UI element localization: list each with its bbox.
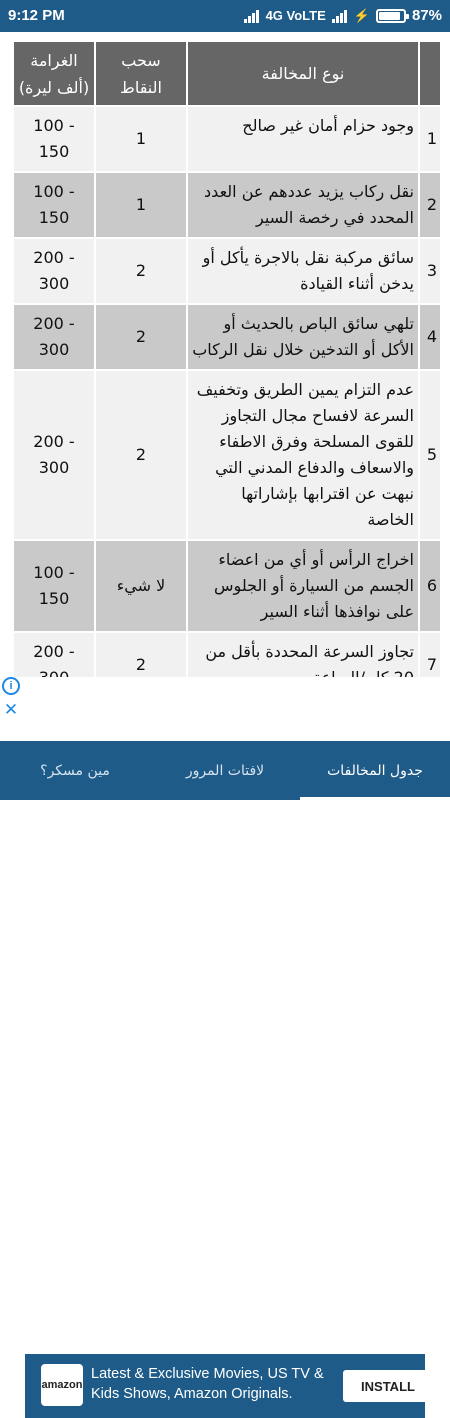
cell-violation: اخراج الرأس أو أي من اعضاء الجسم من السيارة أو الجلوس على نوافذها أثناء السير [188, 541, 418, 631]
tab-label: جدول المخالفات [327, 762, 423, 779]
ad-close-icon[interactable]: ✕ [3, 700, 19, 719]
table-row [14, 239, 440, 303]
table-row [14, 305, 440, 369]
status-icons [244, 7, 442, 24]
table-row [14, 371, 440, 539]
cell-points: 2 [96, 239, 186, 303]
cell-number: 5 [420, 371, 440, 539]
cell-number: 7 [420, 633, 440, 697]
tab-label: مين مسكر؟ [40, 762, 110, 779]
cell-fine: 200 - 300 [14, 371, 94, 539]
signal-icon-2 [332, 9, 348, 23]
cell-number: 6 [420, 541, 440, 631]
bottom-tab-bar [0, 741, 450, 800]
cell-violation: سائق مركبة نقل بالاجرة يأكل أو يدخن أثناء القيادة [188, 239, 418, 303]
ad-text: Latest & Exclusive Movies, US TV & Kids Shows, Amazon Originals. [91, 1366, 324, 1402]
cell-violation: تجاوز السرعة المحددة بأقل من [188, 633, 418, 697]
table-row [14, 173, 440, 237]
tab-traffic-signs[interactable] [150, 741, 300, 800]
header-violation: نوع المخالفة [188, 42, 418, 105]
header-number [420, 42, 440, 105]
status-time: 9:12 PM [8, 7, 65, 24]
amazon-logo: amazon [41, 1364, 83, 1406]
cell-violation: نقل ركاب يزيد عددهم عن العدد المحدد في رخصة السير [188, 173, 418, 237]
cell-fine: 200 - [14, 633, 94, 697]
network-label: 4G VoLTE [265, 8, 326, 23]
cell-fine: 200 - 300 [14, 305, 94, 369]
cell-points: 1 [96, 173, 186, 237]
cell-number: 1 [420, 107, 440, 171]
cell-points: 1 [96, 107, 186, 171]
charging-icon: ⚡ [353, 7, 370, 23]
battery-percent: 87% [411, 7, 442, 24]
ad-info-icon[interactable]: i [2, 677, 20, 695]
cell-fine: 100 - 150 [14, 541, 94, 631]
cell-fine: 200 - 300 [14, 239, 94, 303]
install-button[interactable]: INSTALL [343, 1370, 433, 1402]
cell-fine: 100 - 150 [14, 173, 94, 237]
cell-violation: تلهي سائق الباص بالحديث أو الأكل أو التدخين خلال نقل الركاب [188, 305, 418, 369]
cell-number: 3 [420, 239, 440, 303]
cell-number: 2 [420, 173, 440, 237]
cell-fine: 100 - 150 [14, 107, 94, 171]
table-row [14, 107, 440, 171]
cell-points: 2 [96, 371, 186, 539]
header-points: سحب النقاط [96, 42, 186, 105]
header-fine: الغرامة (ألف ليرة) [14, 42, 94, 105]
violations-table [12, 40, 442, 765]
violations-table-view[interactable] [0, 32, 450, 677]
tab-label: لافتات المرور [185, 762, 265, 779]
cell-violation: وجود حزام أمان غير صالح [188, 107, 418, 171]
cell-points: لا شيء [96, 541, 186, 631]
cell-number: 4 [420, 305, 440, 369]
ad-banner[interactable] [25, 1354, 425, 1418]
cell-points: 2 [96, 633, 186, 697]
battery-fill [379, 12, 400, 20]
table-row [14, 541, 440, 631]
tab-mysakar[interactable] [0, 741, 150, 800]
cell-violation: عدم التزام يمين الطريق وتخفيف السرعة لافساح مجال التجاوز للقوى المسلحة وفرق الاطفاء والاسعاف والدفاع المدني التي نبهت عن اقترابها بإشاراتها الخاصة [188, 371, 418, 539]
battery-icon [376, 9, 406, 23]
status-bar [0, 0, 450, 32]
tab-violations-table[interactable] [300, 741, 450, 800]
cell-points: 2 [96, 305, 186, 369]
signal-icon [244, 9, 260, 23]
